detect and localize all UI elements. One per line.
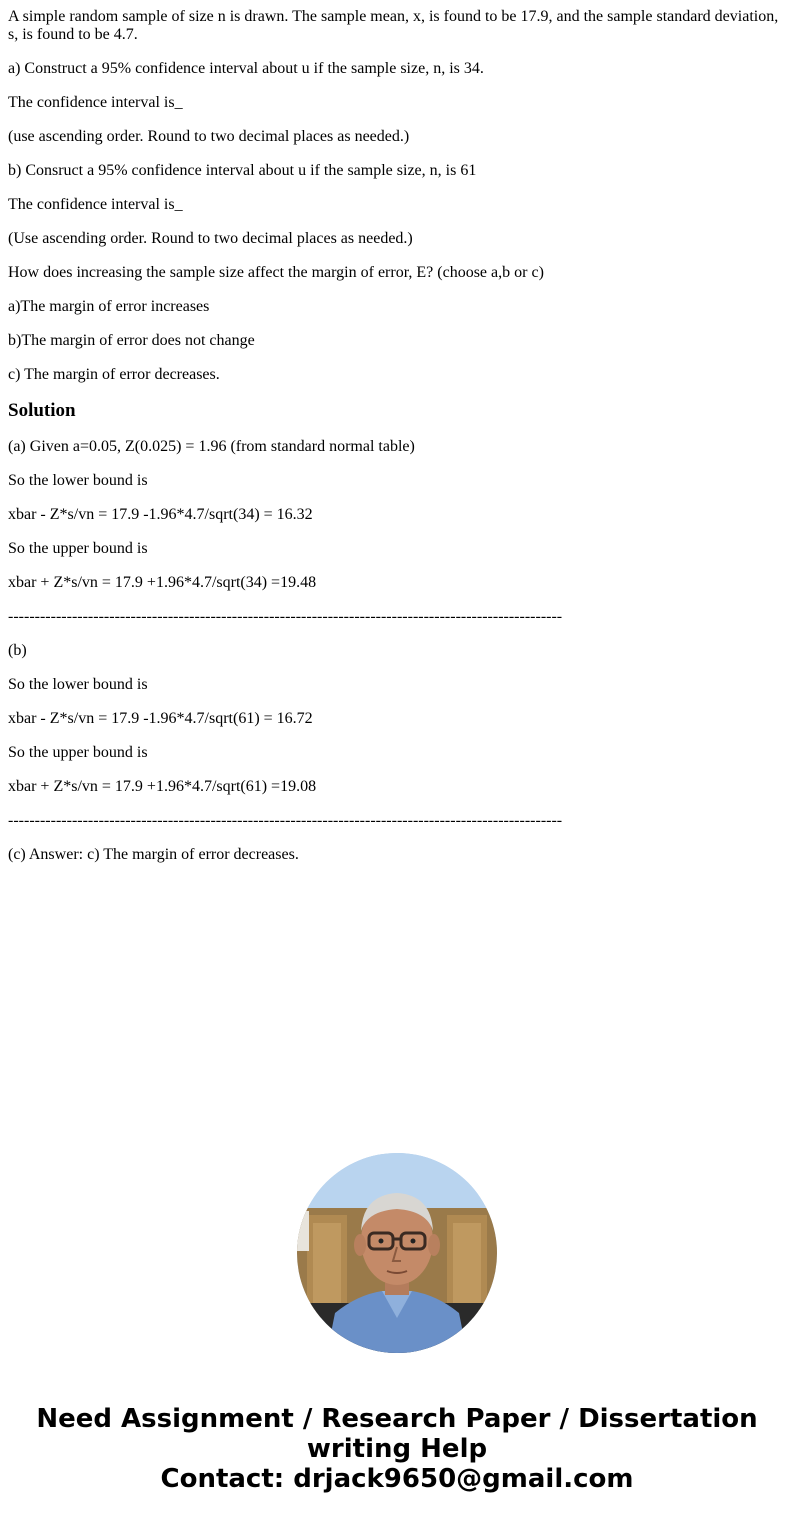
solution-b-label: (b) (8, 642, 27, 659)
option-a: a)The margin of error increases (8, 298, 210, 315)
solution-b-upper-label: So the upper bound is (8, 744, 148, 761)
solution-a-upper-label: So the upper bound is (8, 540, 148, 557)
divider-1: -------------------------------------------------------------------------------------------------------- (8, 608, 563, 625)
author-avatar (297, 1153, 497, 1353)
ci-b-note: (Use ascending order. Round to two decimal places as needed.) (8, 230, 413, 247)
option-b: b)The margin of error does not change (8, 332, 255, 349)
question-part-b: b) Consruct a 95% confidence interval about u if the sample size, n, is 61 (8, 162, 477, 179)
option-c: c) The margin of error decreases. (8, 366, 220, 383)
solution-c-answer: (c) Answer: c) The margin of error decreases. (8, 846, 299, 863)
solution-b-upper-calc: xbar + Z*s/vn = 17.9 +1.96*4.7/sqrt(61) =19.08 (8, 778, 317, 795)
solution-a-given: (a) Given a=0.05, Z(0.025) = 1.96 (from standard normal table) (8, 438, 415, 455)
solution-heading: Solution (8, 400, 76, 421)
question-part-a: a) Construct a 95% confidence interval about u if the sample size, n, is 34. (8, 60, 484, 77)
promo-line-1: Need Assignment / Research Paper / Dissertation (36, 1404, 758, 1434)
solution-a-lower-label: So the lower bound is (8, 472, 148, 489)
solution-a-lower-calc: xbar - Z*s/vn = 17.9 -1.96*4.7/sqrt(34) = 16.32 (8, 506, 313, 523)
solution-a-upper-calc: xbar + Z*s/vn = 17.9 +1.96*4.7/sqrt(34) =19.48 (8, 574, 317, 591)
promo-banner (0, 1404, 794, 1494)
document-body (8, 8, 786, 880)
solution-b-lower-calc: xbar - Z*s/vn = 17.9 -1.96*4.7/sqrt(61) = 16.72 (8, 710, 313, 727)
promo-contact: Contact: drjack9650@gmail.com (160, 1464, 634, 1494)
ci-a-note: (use ascending order. Round to two decimal places as needed.) (8, 128, 410, 145)
question-part-c: How does increasing the sample size affect the margin of error, E? (choose a,b or c) (8, 264, 544, 281)
ci-b-prompt: The confidence interval is_ (8, 196, 183, 213)
ci-a-prompt: The confidence interval is_ (8, 94, 183, 111)
solution-b-lower-label: So the lower bound is (8, 676, 148, 693)
promo-line-2: writing Help (306, 1434, 488, 1464)
avatar-portrait (297, 1153, 497, 1353)
question-intro: A simple random sample of size n is drawn. The sample mean, x, is found to be 17.9, and the sample standard deviation, s, is found to be 4.7. (8, 8, 779, 43)
divider-2: -------------------------------------------------------------------------------------------------------- (8, 812, 563, 829)
